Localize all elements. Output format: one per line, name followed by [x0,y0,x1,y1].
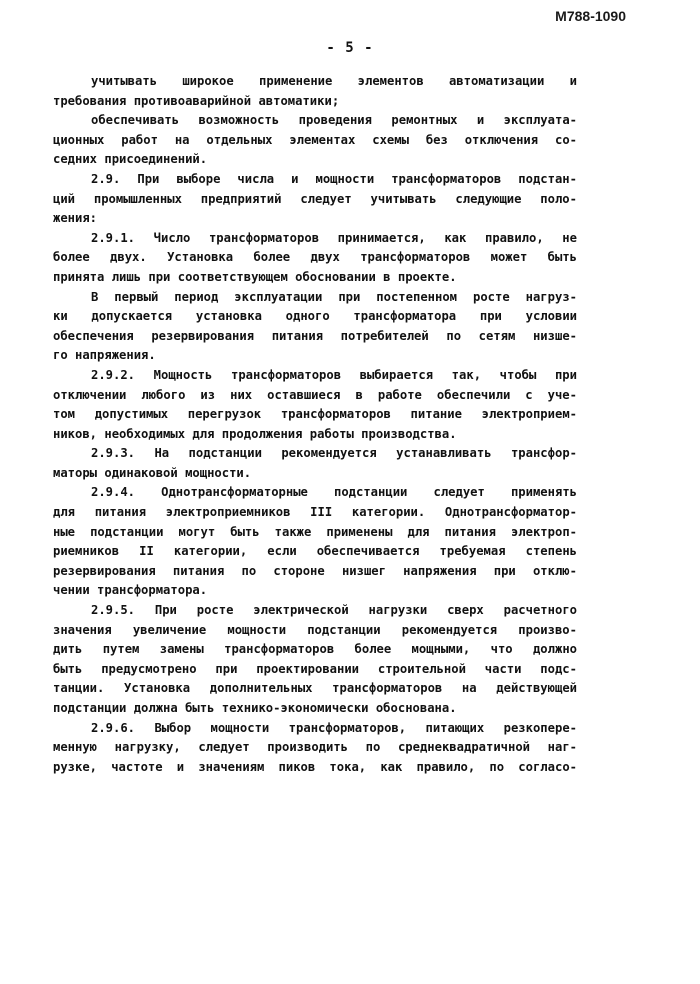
text-line: 2.9.1. Число трансформаторов принимается, как правило, не [91,230,577,245]
text-line: танции. Установка дополнительных трансформаторов на действующей [53,681,577,696]
text-line: ные подстанции могут быть также применены для питания электроп- [53,524,577,539]
text-line: резервирования питания по стороне низшег напряжения при отклю- [53,563,577,578]
text-line: седних присоединений. [53,152,208,167]
text-line: для питания электроприемников III категории. Однотрансформатор- [53,505,577,520]
text-line: ки допускается установка одного трансформатора при условии [53,309,577,324]
text-line: отключении любого из них оставшиеся в работе обеспечили с уче- [53,387,577,402]
text-line: ников, необходимых для продолжения работы производства. [53,426,457,441]
text-line: учитывать широкое применение элементов автоматизации и [91,74,577,88]
text-line: том допустимых перегрузок трансформаторов питание электроприем- [53,407,577,422]
text-line: быть предусмотрено при проектировании строительной части подс- [53,661,577,676]
text-line: рузке, частоте и значениям пиков тока, как правило, по согласо- [53,759,577,774]
text-line: 2.9.2. Мощность трансформаторов выбирается так, чтобы при [91,367,577,382]
text-line: значения увеличение мощности подстанции рекомендуется произво- [53,622,577,637]
text-line: маторы одинаковой мощности. [53,465,252,480]
text-line: дить путем замены трансформаторов более мощными, что должно [53,642,577,657]
text-line: подстанции должна быть технико-экономически обоснована. [53,701,457,715]
text-line: обеспечивать возможность проведения ремонтных и эксплуата- [91,113,577,128]
text-line: 2.9.6. Выбор мощности трансформаторов, питающих резкопере- [91,720,577,735]
text-line: требования противоаварийной автоматики; [53,93,340,108]
document-body [53,72,577,777]
text-line: чении трансформатора. [53,583,208,598]
text-line: менную нагрузку, следует производить по среднеквадратичной наг- [53,740,577,755]
text-line: 2.9.5. При росте электрической нагрузки сверх расчетного [91,603,577,618]
text-line: ционных работ на отдельных элементах схемы без отключения со- [53,132,577,147]
text-line: В первый период эксплуатации при постепенном росте нагруз- [91,289,577,304]
page-number: - 5 - [326,40,374,56]
text-line: 2.9.4. Однотрансформаторные подстанции следует применять [91,485,577,500]
text-line: риемников II категории, если обеспечивается требуемая степень [53,544,577,559]
text-line: обеспечения резервирования питания потребителей по сетям низше- [53,328,577,343]
text-line: 2.9.3. На подстанции рекомендуется устанавливать трансфор- [91,446,577,461]
text-line: принята лишь при соответствующем обосновании в проекте. [53,269,457,284]
document-code: М788-1090 [555,8,626,24]
text-line: жения: [53,211,98,226]
text-line: ций промышленных предприятий следует учитывать следующие поло- [53,191,577,206]
text-line: 2.9. При выборе числа и мощности трансформаторов подстан- [91,171,577,186]
text-line: более двух. Установка более двух трансформаторов может быть [53,250,577,265]
text-line: го напряжения. [53,348,156,363]
